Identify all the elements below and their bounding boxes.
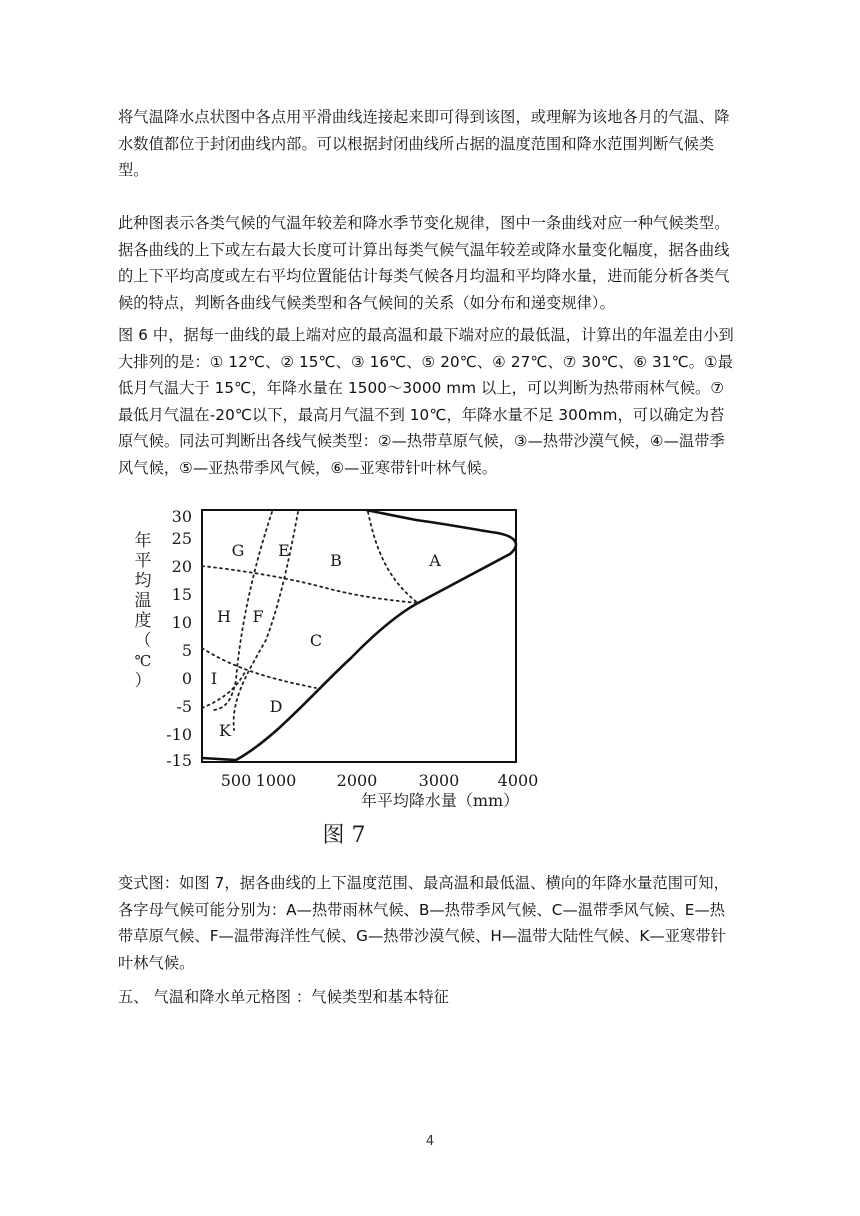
x-tick-label: 4000	[497, 771, 539, 790]
region-label: H	[217, 607, 231, 626]
y-label-char: 年	[134, 531, 152, 551]
x-tick-label: 500	[220, 771, 252, 790]
page-number: 4	[425, 1134, 435, 1149]
y-tick-label: 30	[171, 507, 192, 526]
y-tick-label: 15	[171, 585, 192, 604]
paragraph-intro: 将气温降水点状图中各点用平滑曲线连接起来即可得到该图，或理解为该地各月的气温、降水数值都位于封闭曲线内部。可以根据封闭曲线所占据的温度范围和降水范围判断气候类型。	[118, 108, 730, 179]
region-label: A	[429, 551, 441, 570]
region-label: D	[269, 697, 283, 716]
paragraph-figure6-analysis: 图 6 中，据每一曲线的最上端对应的最高温和最下端对应的最低温，计算出的年温差由小到大排列的是：① 12℃、② 15℃、③ 16℃、⑤ 20℃、④ 27℃、⑦ 30℃、⑥ 31℃。①最低月气温大于 15℃，年降水量在 1500～3000 mm 以上，可以判断为热带雨林气候。⑦最低月气温在-20℃以下，最高月气温不到 10℃，年降水量不足 300mm，可以确定为苔原气候。同法可判断出各线气候类型：②—热带草原气候，③—热带沙漠气候，④—温带季风气候，⑤—亚热带季风气候，⑥—亚寒带针叶林气候。	[118, 326, 734, 477]
y-axis-label	[135, 530, 152, 691]
region-label: C	[309, 631, 323, 650]
y-tick-label: 20	[171, 557, 192, 576]
y-tick-label: -15	[166, 751, 192, 770]
y-tick-label: 10	[171, 613, 192, 632]
x-tick-label: 1000	[255, 771, 297, 790]
y-tick-label: 5	[181, 641, 192, 660]
y-tick-label: -5	[176, 697, 192, 716]
y-label-char: 平	[134, 551, 152, 571]
x-axis-label: 年平均降水量（mm）	[360, 791, 520, 810]
x-tick-label: 3000	[418, 771, 460, 790]
region-label: F	[252, 607, 264, 626]
y-tick-label: 25	[171, 529, 192, 548]
climate-diagram-figure7	[126, 500, 546, 860]
region-label: I	[210, 669, 218, 688]
y-tick-label: -10	[166, 725, 192, 744]
region-label: B	[330, 551, 342, 570]
y-label-char: （	[134, 631, 152, 651]
y-label-char: ）	[134, 671, 152, 691]
paragraph-explanation: 此种图表示各类气候的气温年较差和降水季节变化规律，图中一条曲线对应一种气候类型。据各曲线的上下或左右最大长度可计算出每类气候气温年较差或降水量变化幅度，据各曲线的上下平均高度或左右平均位置能估计每类气候各月均温和平均降水量，进而能分析各类气候的特点，判断各曲线气候类型和各气候间的关系（如分布和递变规律）。	[118, 214, 730, 312]
section-heading-five: 五、 气温和降水单元格图 ：气候类型和基本特征	[118, 988, 449, 1006]
y-label-char: 均	[134, 571, 152, 591]
paragraph-variant-figure: 变式图：如图 7，据各曲线的上下温度范围、最高温和最低温、横向的年降水量范围可知，各字母气候可能分别为：A—热带雨林气候、B—热带季风气候、C—温带季风气候、E—热带草原气候、F—温带海洋性气候、G—热带沙漠气候、H—温带大陆性气候、K—亚寒带针叶林气候。	[118, 874, 729, 972]
y-tick-label: 0	[181, 669, 192, 688]
region-label: G	[231, 541, 245, 560]
y-label-char: 度	[134, 611, 152, 631]
region-label: K	[219, 721, 231, 740]
figure-caption: 图 7	[322, 823, 366, 848]
x-tick-label: 2000	[336, 771, 378, 790]
y-label-char: ℃	[134, 652, 152, 670]
y-label-char: 温	[134, 591, 152, 611]
region-label: E	[278, 541, 290, 560]
